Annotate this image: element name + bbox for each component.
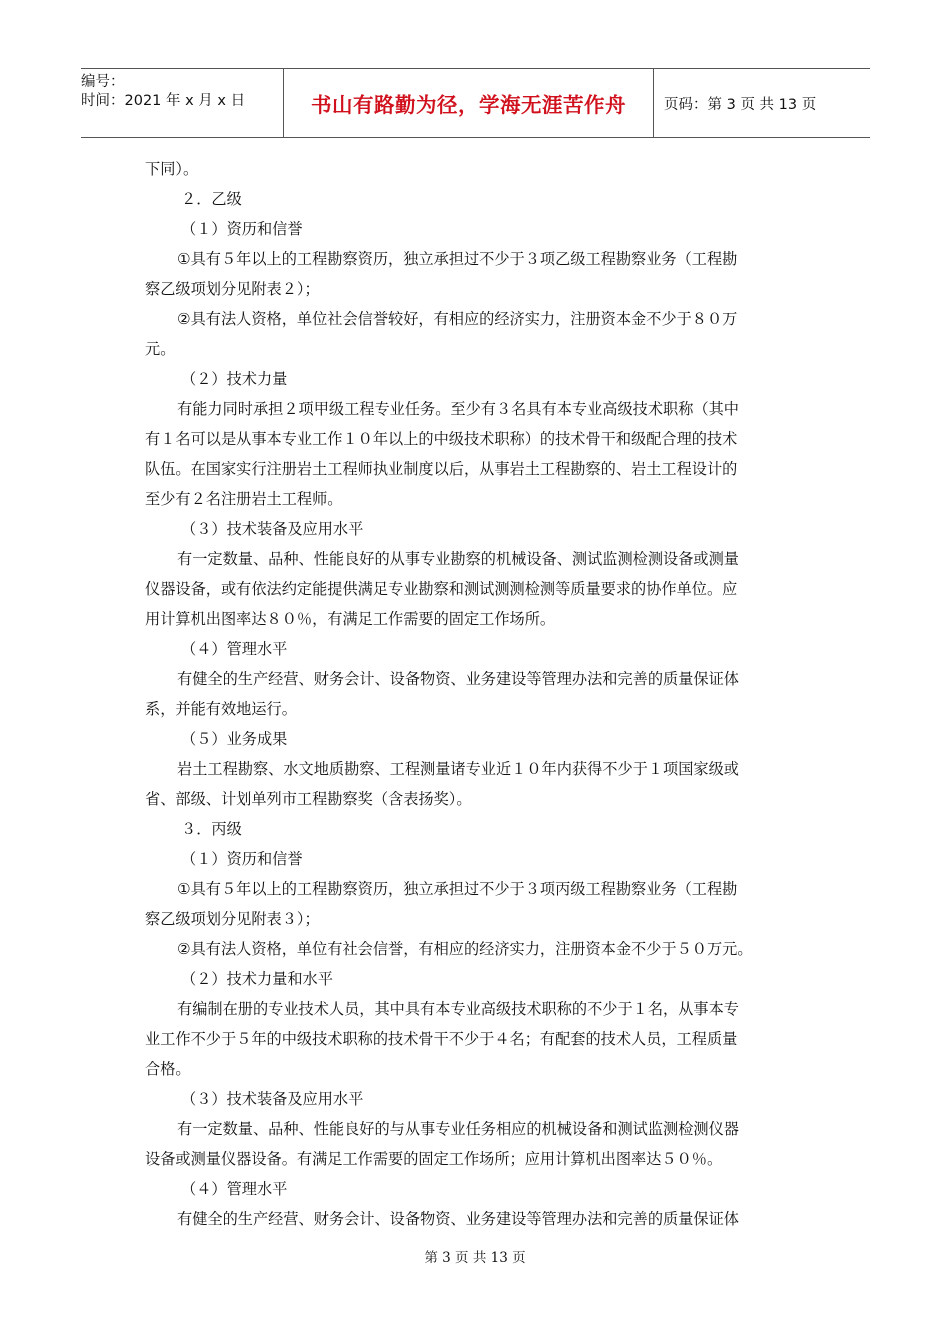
text-line: 有能力同时承担２项甲级工程专业任务。至少有３名具有本专业高级技术职称（其中: [177, 400, 739, 418]
text-line: （１）资历和信誉: [181, 850, 303, 868]
document-body: [145, 154, 810, 1234]
text-line: 岩土工程勘察、水文地质勘察、工程测量诸专业近１０年内获得不少于１项国家级或: [177, 760, 739, 778]
header-motto: 书山有路勤为径，学海无涯苦作舟: [283, 69, 654, 137]
text-line: （２）技术力量和水平: [181, 970, 333, 988]
text-line: （４）管理水平: [181, 1180, 288, 1198]
text-line: 省、部级、计划单列市工程勘察奖（含表扬奖）。: [145, 790, 472, 808]
text-line: ３．丙级: [181, 820, 242, 838]
text-line: ①具有５年以上的工程勘察资历，独立承担过不少于３项丙级工程勘察业务（工程勘: [177, 880, 738, 898]
text-line: ①具有５年以上的工程勘察资历，独立承担过不少于３项乙级工程勘察业务（工程勘: [177, 250, 738, 268]
text-line: （３）技术装备及应用水平: [181, 1090, 364, 1108]
text-line: ②具有法人资格，单位社会信誉较好，有相应的经济实力，注册资本金不少于８０万: [177, 310, 738, 328]
text-line: 下同）。: [145, 160, 199, 178]
text-line: 有１名可以是从事本专业工作１０年以上的中级技术职称）的技术骨干和级配合理的技术: [145, 430, 738, 448]
text-line: （３）技术装备及应用水平: [181, 520, 364, 538]
text-line: 有编制在册的专业技术人员，其中具有本专业高级技术职称的不少于１名，从事本专: [177, 1000, 739, 1018]
text-line: 有一定数量、品种、性能良好的与从事专业任务相应的机械设备和测试监测检测仪器: [177, 1120, 739, 1138]
header-meta: [81, 69, 283, 137]
page-header: [81, 68, 870, 138]
text-line: 用计算机出图率达８０％，有满足工作需要的固定工作场所。: [145, 610, 556, 628]
text-line: 系，并能有效地运行。: [145, 700, 297, 718]
text-line: 业工作不少于５年的中级技术职称的技术骨干不少于４名；有配套的技术人员，工程质量: [145, 1030, 738, 1048]
text-line: （１）资历和信誉: [181, 220, 303, 238]
text-line: 队伍。在国家实行注册岩土工程师执业制度以后，从事岩土工程勘察的、岩土工程设计的: [145, 460, 738, 478]
text-line: 设备或测量仪器设备。有满足工作需要的固定工作场所；应用计算机出图率达５０％。: [145, 1150, 723, 1168]
text-line: （４）管理水平: [181, 640, 288, 658]
text-line: 有健全的生产经营、财务会计、设备物资、业务建设等管理办法和完善的质量保证体: [177, 1210, 739, 1228]
text-line: 至少有２名注册岩土工程师。: [145, 490, 343, 508]
document-number-label: 编号：: [81, 74, 125, 90]
text-line: （５）业务成果: [181, 730, 288, 748]
text-line: 察乙级项划分见附表３）；: [145, 910, 320, 928]
text-line: 合格。: [145, 1060, 191, 1078]
text-line: 仪器设备，或有依法约定能提供满足专业勘察和测试测测检测等质量要求的协作单位。应: [145, 580, 738, 598]
text-line: ②具有法人资格，单位有社会信誉，有相应的经济实力，注册资本金不少于５０万元。: [177, 940, 753, 958]
header-page-info: 页码：第 3 页 共 13 页: [664, 96, 817, 113]
text-line: （２）技术力量: [181, 370, 288, 388]
text-line: 有一定数量、品种、性能良好的从事专业勘察的机械设备、测试监测检测设备或测量: [177, 550, 739, 568]
document-date: 时间：2021 年 x 月 x 日: [81, 93, 246, 109]
page-footer: 第 3 页 共 13 页: [424, 1250, 526, 1266]
text-line: 元。: [145, 340, 176, 358]
text-line: 察乙级项划分见附表２）；: [145, 280, 320, 298]
text-line: 有健全的生产经营、财务会计、设备物资、业务建设等管理办法和完善的质量保证体: [177, 670, 739, 688]
text-line: ２．乙级: [181, 190, 242, 208]
